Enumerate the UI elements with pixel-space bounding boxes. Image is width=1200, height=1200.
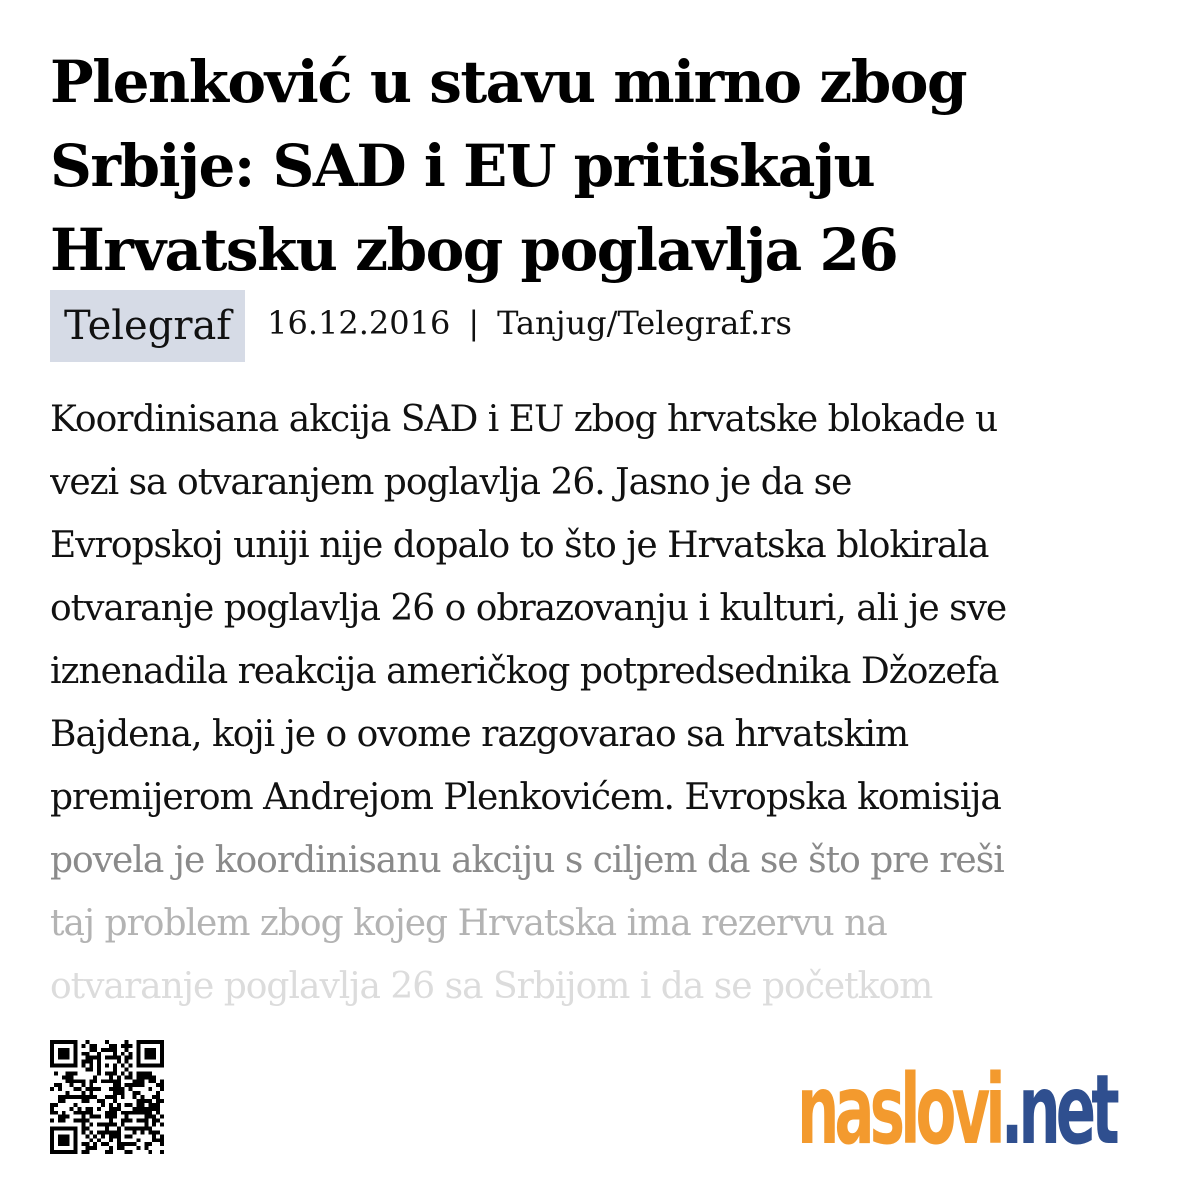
article-line: iznenadila reakcija američkog potpredsednika Džozefa	[50, 651, 999, 692]
article-line: premijerom Andrejom Plenkovićem. Evropska komisija	[50, 777, 1001, 818]
article-line: otvaranje poglavlja 26 o obrazovanju i kulturi, ali je sve	[50, 588, 1007, 629]
article-meta	[50, 290, 792, 362]
article-author: Tanjug/Telegraf.rs	[497, 304, 792, 342]
qr-code-icon[interactable]	[50, 1040, 164, 1154]
headline-line: Srbije: SAD i EU pritiskaju	[50, 132, 875, 200]
article-line: vezi sa otvaranjem poglavlja 26. Jasno je da se	[50, 462, 852, 503]
article-body	[50, 388, 1160, 1010]
article-line: Bajdena, koji je o ovome razgovarao sa hrvatskim	[50, 714, 909, 755]
headline-line: Plenković u stavu mirno zbog	[50, 48, 967, 116]
headline-line: Hrvatsku zbog poglavlja 26	[50, 216, 898, 284]
source-badge[interactable]: Telegraf	[50, 290, 245, 362]
article-line: povela je koordinisanu akciju s ciljem da se što pre reši	[50, 840, 1004, 881]
logo-text-naslovi: naslovi	[797, 1054, 1001, 1166]
article-line: taj problem zbog kojeg Hrvatska ima rezervu na	[50, 903, 887, 944]
meta-separator: |	[468, 304, 480, 342]
logo-text-net: .net	[1000, 1054, 1115, 1166]
article-line: otvaranje poglavlja 26 sa Srbijom i da se početkom	[50, 966, 933, 1007]
site-logo[interactable]	[797, 1050, 1115, 1170]
publish-date: 16.12.2016	[267, 304, 451, 342]
article-line: Koordinisana akcija SAD i EU zbog hrvatske blokade u	[50, 399, 998, 440]
article-line: Evropskoj uniji nije dopalo to što je Hrvatska blokirala	[50, 525, 989, 566]
article-headline	[50, 40, 1150, 292]
meta-info	[267, 304, 792, 342]
